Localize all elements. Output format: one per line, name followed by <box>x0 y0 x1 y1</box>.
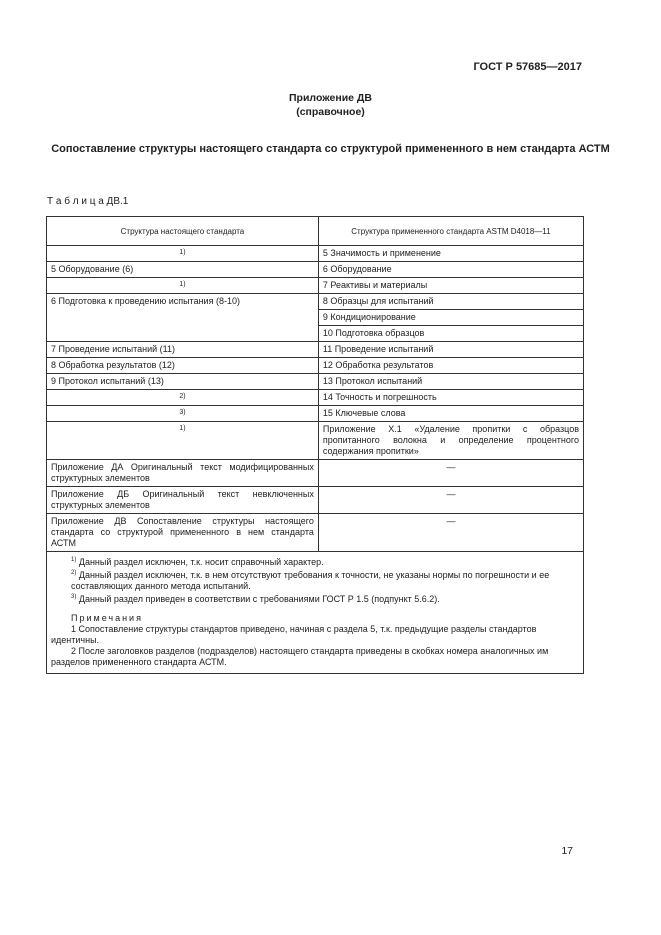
table-cell-right: 13 Протокол испытаний <box>318 374 583 390</box>
footnote-text: Данный раздел исключен, т.к. носит справочный характер. <box>78 557 324 567</box>
table-row <box>47 406 584 422</box>
footnote-mark: 3) <box>71 594 77 600</box>
table-cell-right: — <box>318 487 583 514</box>
appendix-subtitle: (справочное) <box>296 106 365 118</box>
table-row <box>47 460 584 487</box>
footnote-text: Данный раздел исключен, т.к. в нем отсутствуют требования к точности, не указаны нормы по погрешности и ее составляющих данного метода испытаний. <box>71 570 550 591</box>
table-cell-left: 1) <box>47 422 319 460</box>
table-cell-left: 3) <box>47 406 319 422</box>
table-cell-left: Приложение ДБ Оригинальный текст невключенных структурных элементов <box>47 487 319 514</box>
table-footnotes <box>47 552 584 674</box>
table-row <box>47 374 584 390</box>
table-cell-right: 5 Значимость и применение <box>318 246 583 262</box>
table-row <box>47 342 584 358</box>
column-header-current-standard: Структура настоящего стандарта <box>47 217 319 246</box>
table-cell-right: 12 Обработка результатов <box>318 358 583 374</box>
footnote <box>51 592 579 605</box>
table-row <box>47 390 584 406</box>
table-cell-right: 11 Проведение испытаний <box>318 342 583 358</box>
table-row <box>47 487 584 514</box>
appendix-title: Приложение ДВ <box>289 92 372 104</box>
footnote-mark: 1) <box>71 557 77 563</box>
table-row <box>47 278 584 294</box>
table-header-row <box>47 217 584 246</box>
footnote-text: Данный раздел приведен в соответствии с требованиями ГОСТ Р 1.5 (подпункт 5.6.2). <box>78 594 440 604</box>
table-cell-left: 1) <box>47 246 319 262</box>
note: 1 Сопоставление структуры стандартов приведено, начиная с раздела 5, т.к. предыдущие разделы стандартов идентичны. <box>51 624 537 645</box>
table-row <box>47 422 584 460</box>
footnote <box>51 568 579 592</box>
table-row <box>47 514 584 552</box>
table-cell-left: 2) <box>47 390 319 406</box>
standard-designation: ГОСТ Р 57685—2017 <box>473 61 582 73</box>
table-cell-left: Приложение ДА Оригинальный текст модифицированных структурных элементов <box>47 460 319 487</box>
table-cell-left: 7 Проведение испытаний (11) <box>47 342 319 358</box>
table-cell-right: — <box>318 460 583 487</box>
table-cell-left: 8 Обработка результатов (12) <box>47 358 319 374</box>
column-header-applied-standard: Структура примененного стандарта ASTM D4018—11 <box>318 217 583 246</box>
appendix-heading <box>0 91 661 119</box>
page-number: 17 <box>561 845 573 857</box>
table-cell-right: — <box>318 514 583 552</box>
table-row <box>47 294 584 310</box>
footnote-mark: 2) <box>71 570 77 576</box>
table-footnotes-row <box>47 552 584 674</box>
table-cell-left: 9 Протокол испытаний (13) <box>47 374 319 390</box>
table-cell-right: 6 Оборудование <box>318 262 583 278</box>
table-cell-left: Приложение ДВ Сопоставление структуры настоящего стандарта со структурой примененного в нем стандарта АСТМ <box>47 514 319 552</box>
table-cell-right: 8 Образцы для испытаний <box>318 294 583 310</box>
table-row <box>47 358 584 374</box>
note: 2 После заголовков разделов (подразделов) настоящего стандарта приведены в скобках номера аналогичных им разделов примененного стандарта АСТМ. <box>51 646 549 667</box>
table-cell-left: 5 Оборудование (6) <box>47 262 319 278</box>
table-cell-right: Приложение Х.1 «Удаление пропитки с образцов пропитанного волокна и определение процентного содержания пропитки» <box>318 422 583 460</box>
notes-heading: Примечания <box>71 613 143 623</box>
document-title: Сопоставление структуры настоящего стандарта со структурой примененного в нем стандарта АСТМ <box>51 143 610 155</box>
table-row <box>47 262 584 278</box>
table-cell-right: 14 Точность и погрешность <box>318 390 583 406</box>
table-cell-left: 6 Подготовка к проведению испытания (8-10) <box>47 294 319 342</box>
table-cell-right: 7 Реактивы и материалы <box>318 278 583 294</box>
table-cell-right: 15 Ключевые слова <box>318 406 583 422</box>
table-cell-right: 9 Кондиционирование <box>318 310 583 326</box>
table-row <box>47 246 584 262</box>
table-caption: Т а б л и ц а ДВ.1 <box>47 196 129 207</box>
table-cell-right: 10 Подготовка образцов <box>318 326 583 342</box>
table-cell-left: 1) <box>47 278 319 294</box>
footnote <box>51 555 579 568</box>
comparison-table <box>46 216 584 674</box>
